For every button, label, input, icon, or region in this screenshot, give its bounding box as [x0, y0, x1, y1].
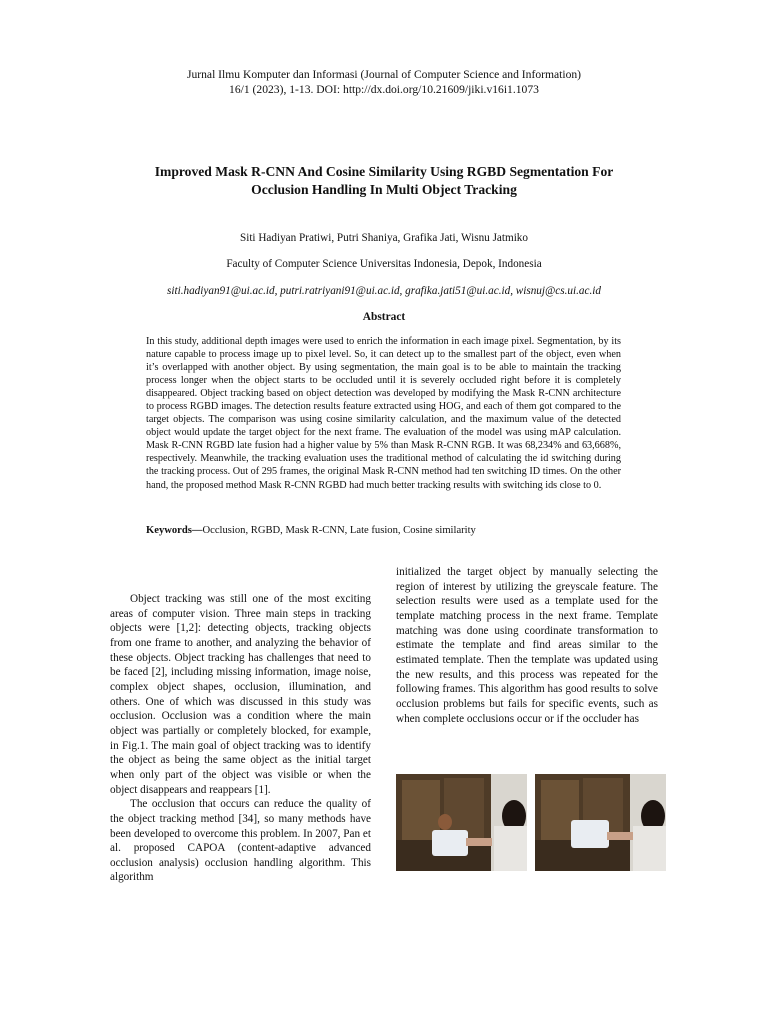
- title-line-2: Occlusion Handling In Multi Object Tracking: [251, 181, 517, 197]
- journal-header: [0, 67, 768, 97]
- keywords-text: Occlusion, RGBD, Mask R-CNN, Late fusion, Cosine similarity: [202, 525, 476, 536]
- keywords-label: Keywords—: [146, 525, 203, 536]
- intro-paragraph-1: Object tracking was still one of the most exciting areas of computer vision. Three main steps in tracking objects were [1,2]: detecting objects, tracking objects from one frame to another, and analyzing the behavior of these objects. Object tracking has challenges that need to be faced [2], including missing information, image noise, complex object shapes, occlusion, illumination, and others. One of which was discussed in this study was occlusion. Occlusion was a condition where the main object was partially or completely blocked, for example, in Fig.1. The main goal of object tracking was to identify the object as being the same object as the initial target when only part of the object was visible or when the object disappears and reappears [1].: [110, 593, 371, 796]
- keywords: [146, 524, 626, 538]
- right-column: [396, 565, 658, 726]
- left-column: [110, 592, 371, 885]
- author-emails: siti.hadiyan91@ui.ac.id, putri.ratriyani91@ui.ac.id, grafika.jati51@ui.ac.id, wisnuj@cs.ui.ac.id: [167, 285, 601, 297]
- title-line-1: Improved Mask R-CNN And Cosine Similarity Using RGBD Segmentation For: [154, 164, 614, 179]
- journal-doi: 16/1 (2023), 1-13. DOI: http://dx.doi.org/10.21609/jiki.v16i1.1073: [229, 83, 539, 96]
- authors: Siti Hadiyan Pratiwi, Putri Shaniya, Grafika Jati, Wisnu Jatmiko: [239, 232, 528, 244]
- abstract-text: In this study, additional depth images were used to enrich the information in each image pixel. Segmentation, by its nature capable to process image up to pixel level. So, it can detect up to the smallest part of the object, even when it’s overlapped with another object. By using segmentation, the main goal is to be able to maintain the tracking process longer when the object starts to be occluded until it is severely occluded right before it is completely disappeared. Object tracking based on object detection was developed by modifying the Mask R-CNN architecture to process RGBD images. The detection results feature extracted using HOG, and each of them got compared to the target objects. The comparison was using cosine similarity calculation, and the maximum value of the detected object would update the target object for the next frame. The evaluation of the model was using mAP calculation. Mask R-CNN RGBD late fusion had a higher value by 5% than Mask R-CNN RGB. It was 68,234% and 63,668%, respectively. Meanwhile, the tracking evaluation uses the traditional method of calculating the id switching during the tracking process. Out of 295 frames, the original Mask R-CNN method had ten switching ID times. On the other hand, the proposed method Mask R-CNN RGBD had much better tracking results with switching ids close to 0.: [146, 336, 621, 491]
- abstract-heading: Abstract: [362, 311, 406, 323]
- intro-paragraph-2: The occlusion that occurs can reduce the quality of the object tracking method [34], so many methods have been developed to overcome this problem. In 2007, Pan et al. proposed CAPOA (content-adaptive advanced occlusion analysis) occlusion handling algorithm. This algorithm: [110, 798, 371, 884]
- occlusion-figure-frame-1: [396, 774, 527, 871]
- occlusion-figure-frame-2: [535, 774, 666, 871]
- paper-title: [0, 163, 768, 198]
- journal-name: Jurnal Ilmu Komputer dan Informasi (Journal of Computer Science and Information): [186, 68, 582, 81]
- intro-paragraph-3: initialized the target object by manually selecting the region of interest by utilizing the greyscale feature. The selection results were used as a template used for the template matching process in the next frame. Template matching was done using coordinate transformation to estimate the template and find areas similar to the estimated template. Then the template was updated using the new results, and this process was repeated for the following frames. This algorithm has good results to solve occlusion problems but fails for specific events, such as when complete occlusions occur or if the occluder has: [396, 566, 658, 725]
- affiliation: Faculty of Computer Science Universitas Indonesia, Depok, Indonesia: [226, 258, 542, 270]
